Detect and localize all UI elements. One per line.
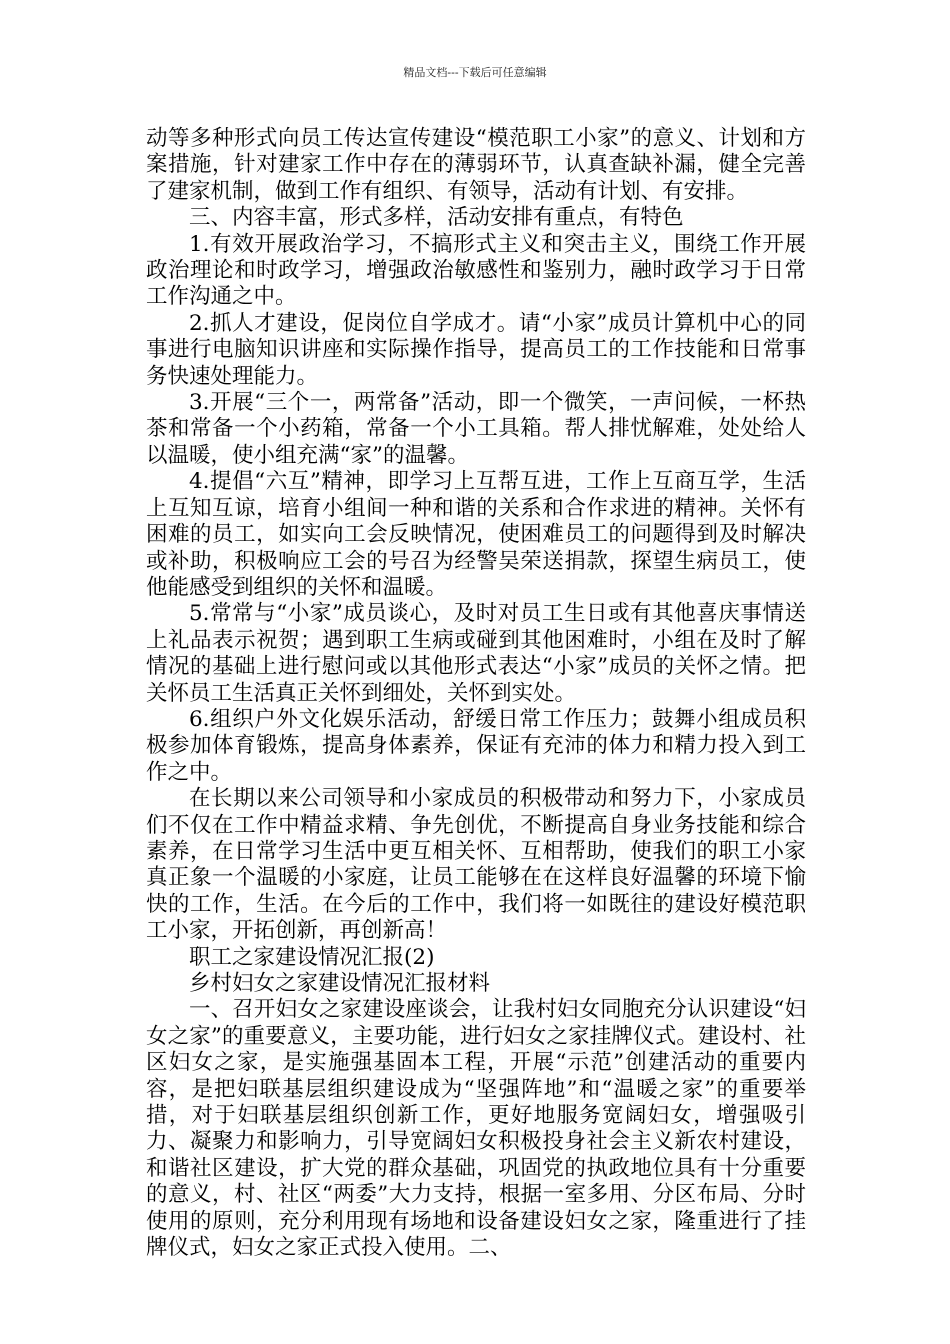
paragraph: 动等多种形式向员工传达宣传建设“模范职工小家”的意义、计划和方案措施，针对建家工作中存在的薄弱环节，认真查缺补漏，健全完善了建家机制，做到工作有组织、有领导，活动有计划、有安排。 <box>146 126 806 204</box>
list-item: 5.常常与“小家”成员谈心，及时对员工生日或有其他喜庆事情送上礼品表示祝贺；遇到职工生病或碰到其他困难时，小组在及时了解情况的基础上进行慰问或以其他形式表达“小家”成员的关怀之情。把关怀员工生活真正关怀到细处，关怀到实处。 <box>146 601 806 706</box>
list-item: 2.抓人才建设，促岗位自学成才。请“小家”成员计算机中心的同事进行电脑知识讲座和实际操作指导，提高员工的工作技能和日常事务快速处理能力。 <box>146 310 806 389</box>
list-item: 3.开展“三个一，两常备”活动，即一个微笑，一声问候，一杯热茶和常备一个小药箱，常备一个小工具箱。帮人排忧解难，处处给人以温暖，使小组充满“家”的温馨。 <box>146 390 806 468</box>
paragraph: 一、召开妇女之家建设座谈会，让我村妇女同胞充分认识建设“妇女之家”的重要意义，主要功能，进行妇女之家挂牌仪式。建设村、社区妇女之家，是实施强基固本工程，开展“示范”创建活动的重要内容，是把妇联基层组织建设成为“坚强阵地”和“温暖之家”的重要举措，对于妇联基层组织创新工作，更好地服务宽阔妇女，增强吸引力、凝聚力和影响力，引导宽阔妇女积极投身社会主义新农村建设，和谐社区建设，扩大党的群众基础，巩固党的执政地位具有十分重要的意义，村、社区“两委”大力支持，根据一室多用、分区布局、分时使用的原则，充分利用现有场地和设备建设妇女之家，隆重进行了挂牌仪式，妇女之家正式投入使用。二、 <box>146 997 806 1261</box>
list-item: 1.有效开展政治学习，不搞形式主义和突击主义，围绕工作开展政治理论和时政学习，增强政治敏感性和鉴别力，融时政学习于日常工作沟通之中。 <box>146 231 806 310</box>
document-subtitle: 乡村妇女之家建设情况汇报材料 <box>189 971 491 996</box>
document-title: 职工之家建设情况汇报(2) <box>189 944 435 970</box>
section-heading: 三、内容丰富，形式多样，活动安排有重点，有特色 <box>189 205 684 231</box>
page-header: 精品文档---下载后可任意编辑 <box>403 66 547 79</box>
document-body <box>146 126 806 1261</box>
list-item: 4.提倡“六互”精神，即学习上互帮互进，工作上互商互学，生活上互知互谅，培育小组间一种和谐的关系和合作求进的精神。关怀有困难的员工，如实向工会反映情况，使困难员工的问题得到及时解决或补助，积极响应工会的号召为经警吴荣送捐款，探望生病员工，使他能感受到组织的关怀和温暖。 <box>146 469 806 600</box>
paragraph: 在长期以来公司领导和小家成员的积极带动和努力下，小家成员们不仅在工作中精益求精、争先创优，不断提高自身业务技能和综合素养，在日常学习生活中更互相关怀、互相帮助，使我们的职工小家真正象一个温暖的小家庭，让员工能够在在这样良好温馨的环境下愉快的工作，生活。在今后的工作中，我们将一如既往的建设好模范职工小家，开拓创新，再创新高！ <box>146 786 806 944</box>
list-item: 6.组织户外文化娱乐活动，舒缓日常工作压力；鼓舞小组成员积极参加体育锻炼，提高身体素养，保证有充沛的体力和精力投入到工作之中。 <box>146 706 806 785</box>
